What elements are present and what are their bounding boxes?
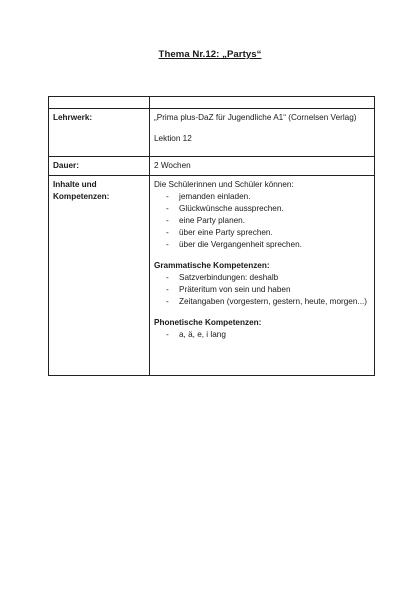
lehrwerk-value-cell xyxy=(150,109,375,157)
list-item xyxy=(154,203,370,215)
list-item-text: Glückwünsche aussprechen. xyxy=(179,204,284,213)
phonetics-heading: Phonetische Kompetenzen: xyxy=(154,318,262,327)
dauer-value: 2 Wochen xyxy=(150,157,375,176)
lehrwerk-lesson: Lektion 12 xyxy=(154,134,192,143)
page-title: Thema Nr.12: „Partys“ xyxy=(158,49,262,60)
list-item xyxy=(154,284,370,296)
list-item-text: jemanden einladen. xyxy=(179,192,251,201)
list-item-text: über die Vergangenheit sprechen. xyxy=(179,240,302,249)
table-top-spacer-row xyxy=(49,97,375,109)
dash-icon: - xyxy=(166,240,169,249)
list-item xyxy=(154,239,370,251)
inhalte-label: Inhalte und Kompetenzen: xyxy=(49,176,150,376)
cell-gap xyxy=(154,308,370,317)
table-row-lehrwerk xyxy=(49,109,375,157)
inhalte-intro: Die Schülerinnen und Schüler können: xyxy=(154,180,294,189)
list-item-text: Zeitangaben (vorgestern, gestern, heute, morgen...) xyxy=(179,297,367,306)
list-item xyxy=(154,329,370,341)
list-item xyxy=(154,227,370,239)
dash-icon: - xyxy=(166,228,169,237)
inhalte-value-cell xyxy=(150,176,375,376)
list-item xyxy=(154,191,370,203)
table-row-inhalte xyxy=(49,176,375,376)
list-item-text: Präteritum von sein und haben xyxy=(179,285,291,294)
cell-gap xyxy=(154,124,370,133)
goals-list xyxy=(154,191,370,251)
dauer-label: Dauer: xyxy=(49,157,150,176)
phonetics-list xyxy=(154,329,370,341)
lehrwerk-label: Lehrwerk: xyxy=(49,109,150,157)
list-item-text: Satzverbindungen: deshalb xyxy=(179,273,279,282)
grammar-heading: Grammatische Kompetenzen: xyxy=(154,261,270,270)
dash-icon: - xyxy=(166,273,169,282)
table-row-dauer xyxy=(49,157,375,176)
list-item xyxy=(154,272,370,284)
cell-gap xyxy=(154,251,370,260)
list-item-text: a, ä, e, i lang xyxy=(179,330,226,339)
dash-icon: - xyxy=(166,216,169,225)
dash-icon: - xyxy=(166,297,169,306)
list-item-text: eine Party planen. xyxy=(179,216,245,225)
grammar-list xyxy=(154,272,370,308)
dash-icon: - xyxy=(166,192,169,201)
spacer-cell-right xyxy=(150,97,375,109)
list-item xyxy=(154,296,370,308)
spacer-cell-left xyxy=(49,97,150,109)
lesson-plan-table xyxy=(48,96,375,376)
dash-icon: - xyxy=(166,330,169,339)
list-item xyxy=(154,215,370,227)
dash-icon: - xyxy=(166,204,169,213)
dash-icon: - xyxy=(166,285,169,294)
list-item-text: über eine Party sprechen. xyxy=(179,228,273,237)
lehrwerk-book: „Prima plus-DaZ für Jugendliche A1“ (Cornelsen Verlag) xyxy=(154,113,357,122)
